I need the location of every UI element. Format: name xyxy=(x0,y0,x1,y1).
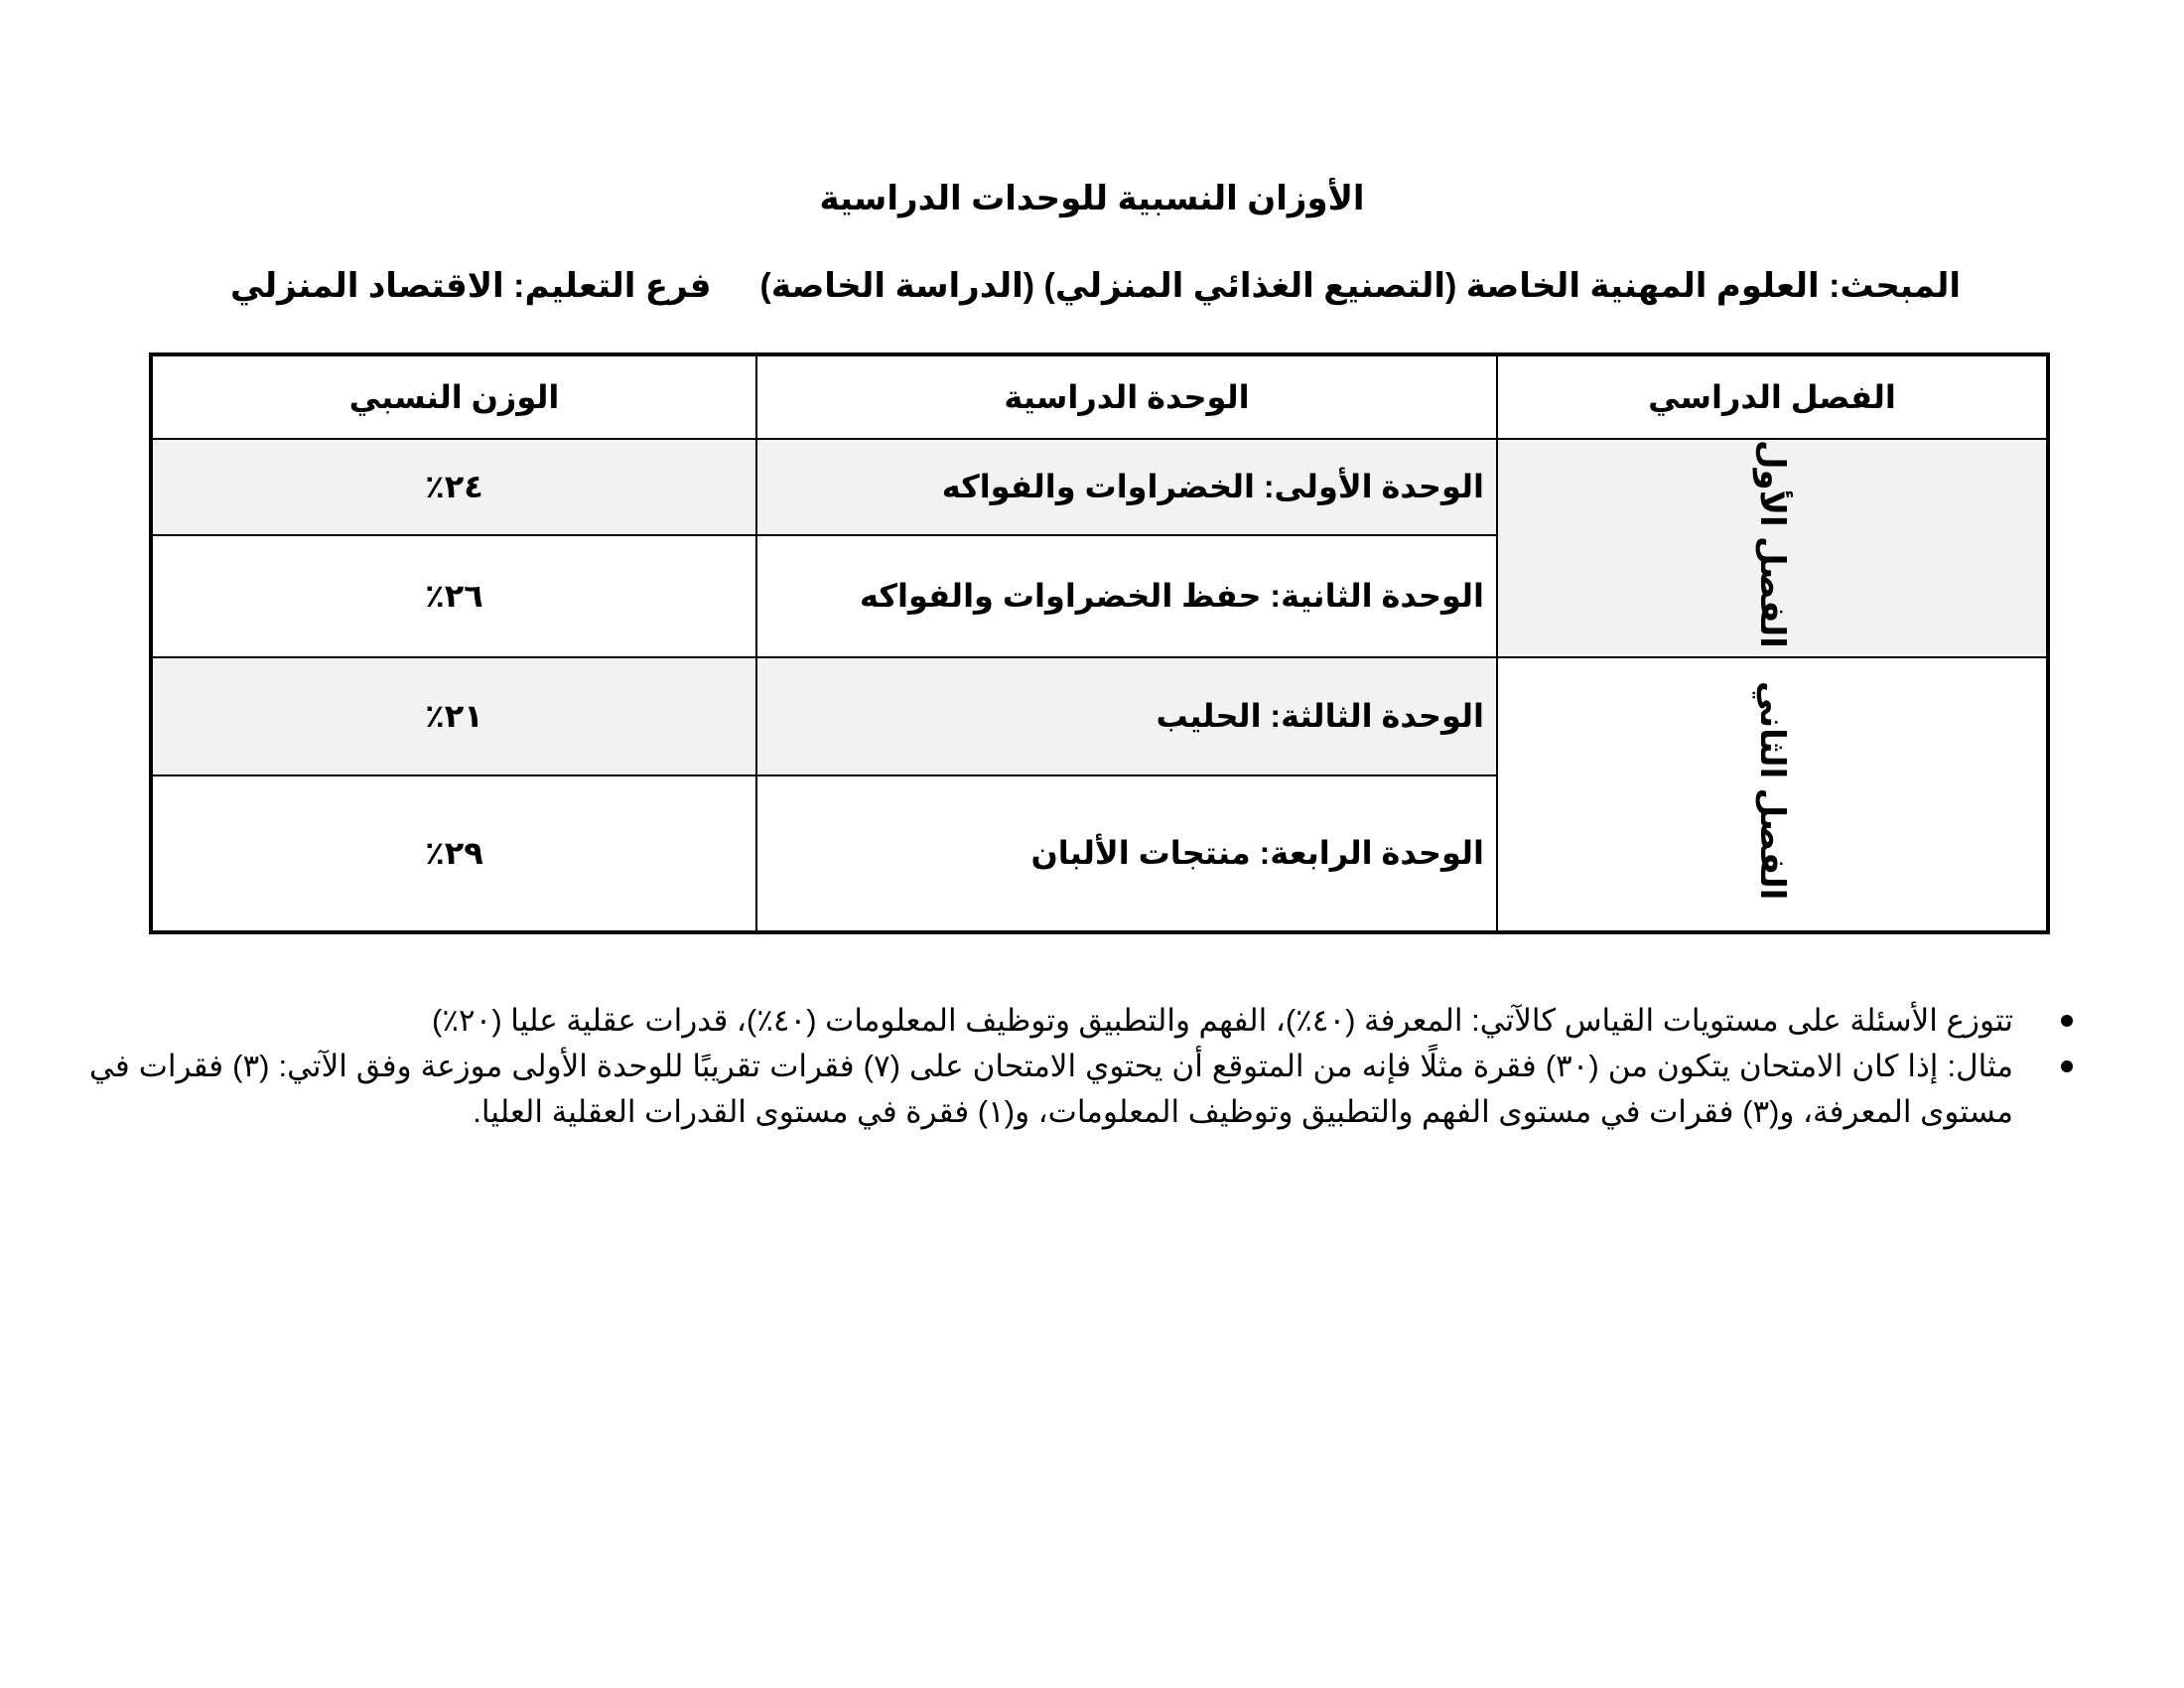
semester-cell xyxy=(1497,657,2048,932)
table-row xyxy=(151,657,2048,775)
note-text: تتوزع الأسئلة على مستويات القياس كالآتي: المعرفة (٤٠٪)، الفهم والتطبيق وتوظيف المعلومات (٤٠٪)، قدرات عقلية عليا (٢٠٪) xyxy=(432,1003,2013,1038)
weight-cell: ٢١٪ xyxy=(151,657,756,775)
notes-list xyxy=(89,998,2065,1135)
unit-cell: الوحدة الأولى: الخضراوات والفواكه xyxy=(756,439,1497,535)
table-header-row xyxy=(151,354,2048,439)
weight-cell: ٢٦٪ xyxy=(151,535,756,657)
weight-cell: ٢٩٪ xyxy=(151,775,756,932)
weights-table xyxy=(149,352,2050,934)
subject-line: المبحث: العلوم المهنية الخاصة (التصنيع الغذائي المنزلي) (الدراسة الخاصة) xyxy=(759,267,1961,305)
header-unit: الوحدة الدراسية xyxy=(756,354,1497,439)
table-row xyxy=(151,439,2048,535)
note-text: مثال: إذا كان الامتحان يتكون من (٣٠) فقرة مثلًا فإنه من المتوقع أن يحتوي الامتحان على (٧) فقرات تقريبًا للوحدة الأولى موزعة وفق الآتي: (٣) فقرات في مستوى المعرفة، و(٣) فقرات في مستوى الفهم والتطبيق وتوظيف المعلومات، و(١) فقرة في مستوى القدرات العقلية العليا. xyxy=(89,1049,2013,1129)
weight-cell: ٢٤٪ xyxy=(151,439,756,535)
header-weight: الوزن النسبي xyxy=(151,354,756,439)
semester-cell xyxy=(1497,439,2048,657)
semester-label: الفصل الأول xyxy=(1753,440,1791,648)
bullet-icon xyxy=(2061,1015,2073,1027)
semester-label: الفصل الثاني xyxy=(1753,680,1791,900)
list-item xyxy=(89,1044,2065,1135)
header-semester: الفصل الدراسي xyxy=(1497,354,2048,439)
page-title: الأوزان النسبية للوحدات الدراسية xyxy=(819,180,1365,217)
bullet-icon xyxy=(2061,1060,2073,1072)
branch-line: فرع التعليم: الاقتصاد المنزلي xyxy=(230,267,712,305)
list-item xyxy=(89,998,2065,1044)
unit-cell: الوحدة الثانية: حفظ الخضراوات والفواكه xyxy=(756,535,1497,657)
unit-cell: الوحدة الرابعة: منتجات الألبان xyxy=(756,775,1497,932)
unit-cell: الوحدة الثالثة: الحليب xyxy=(756,657,1497,775)
